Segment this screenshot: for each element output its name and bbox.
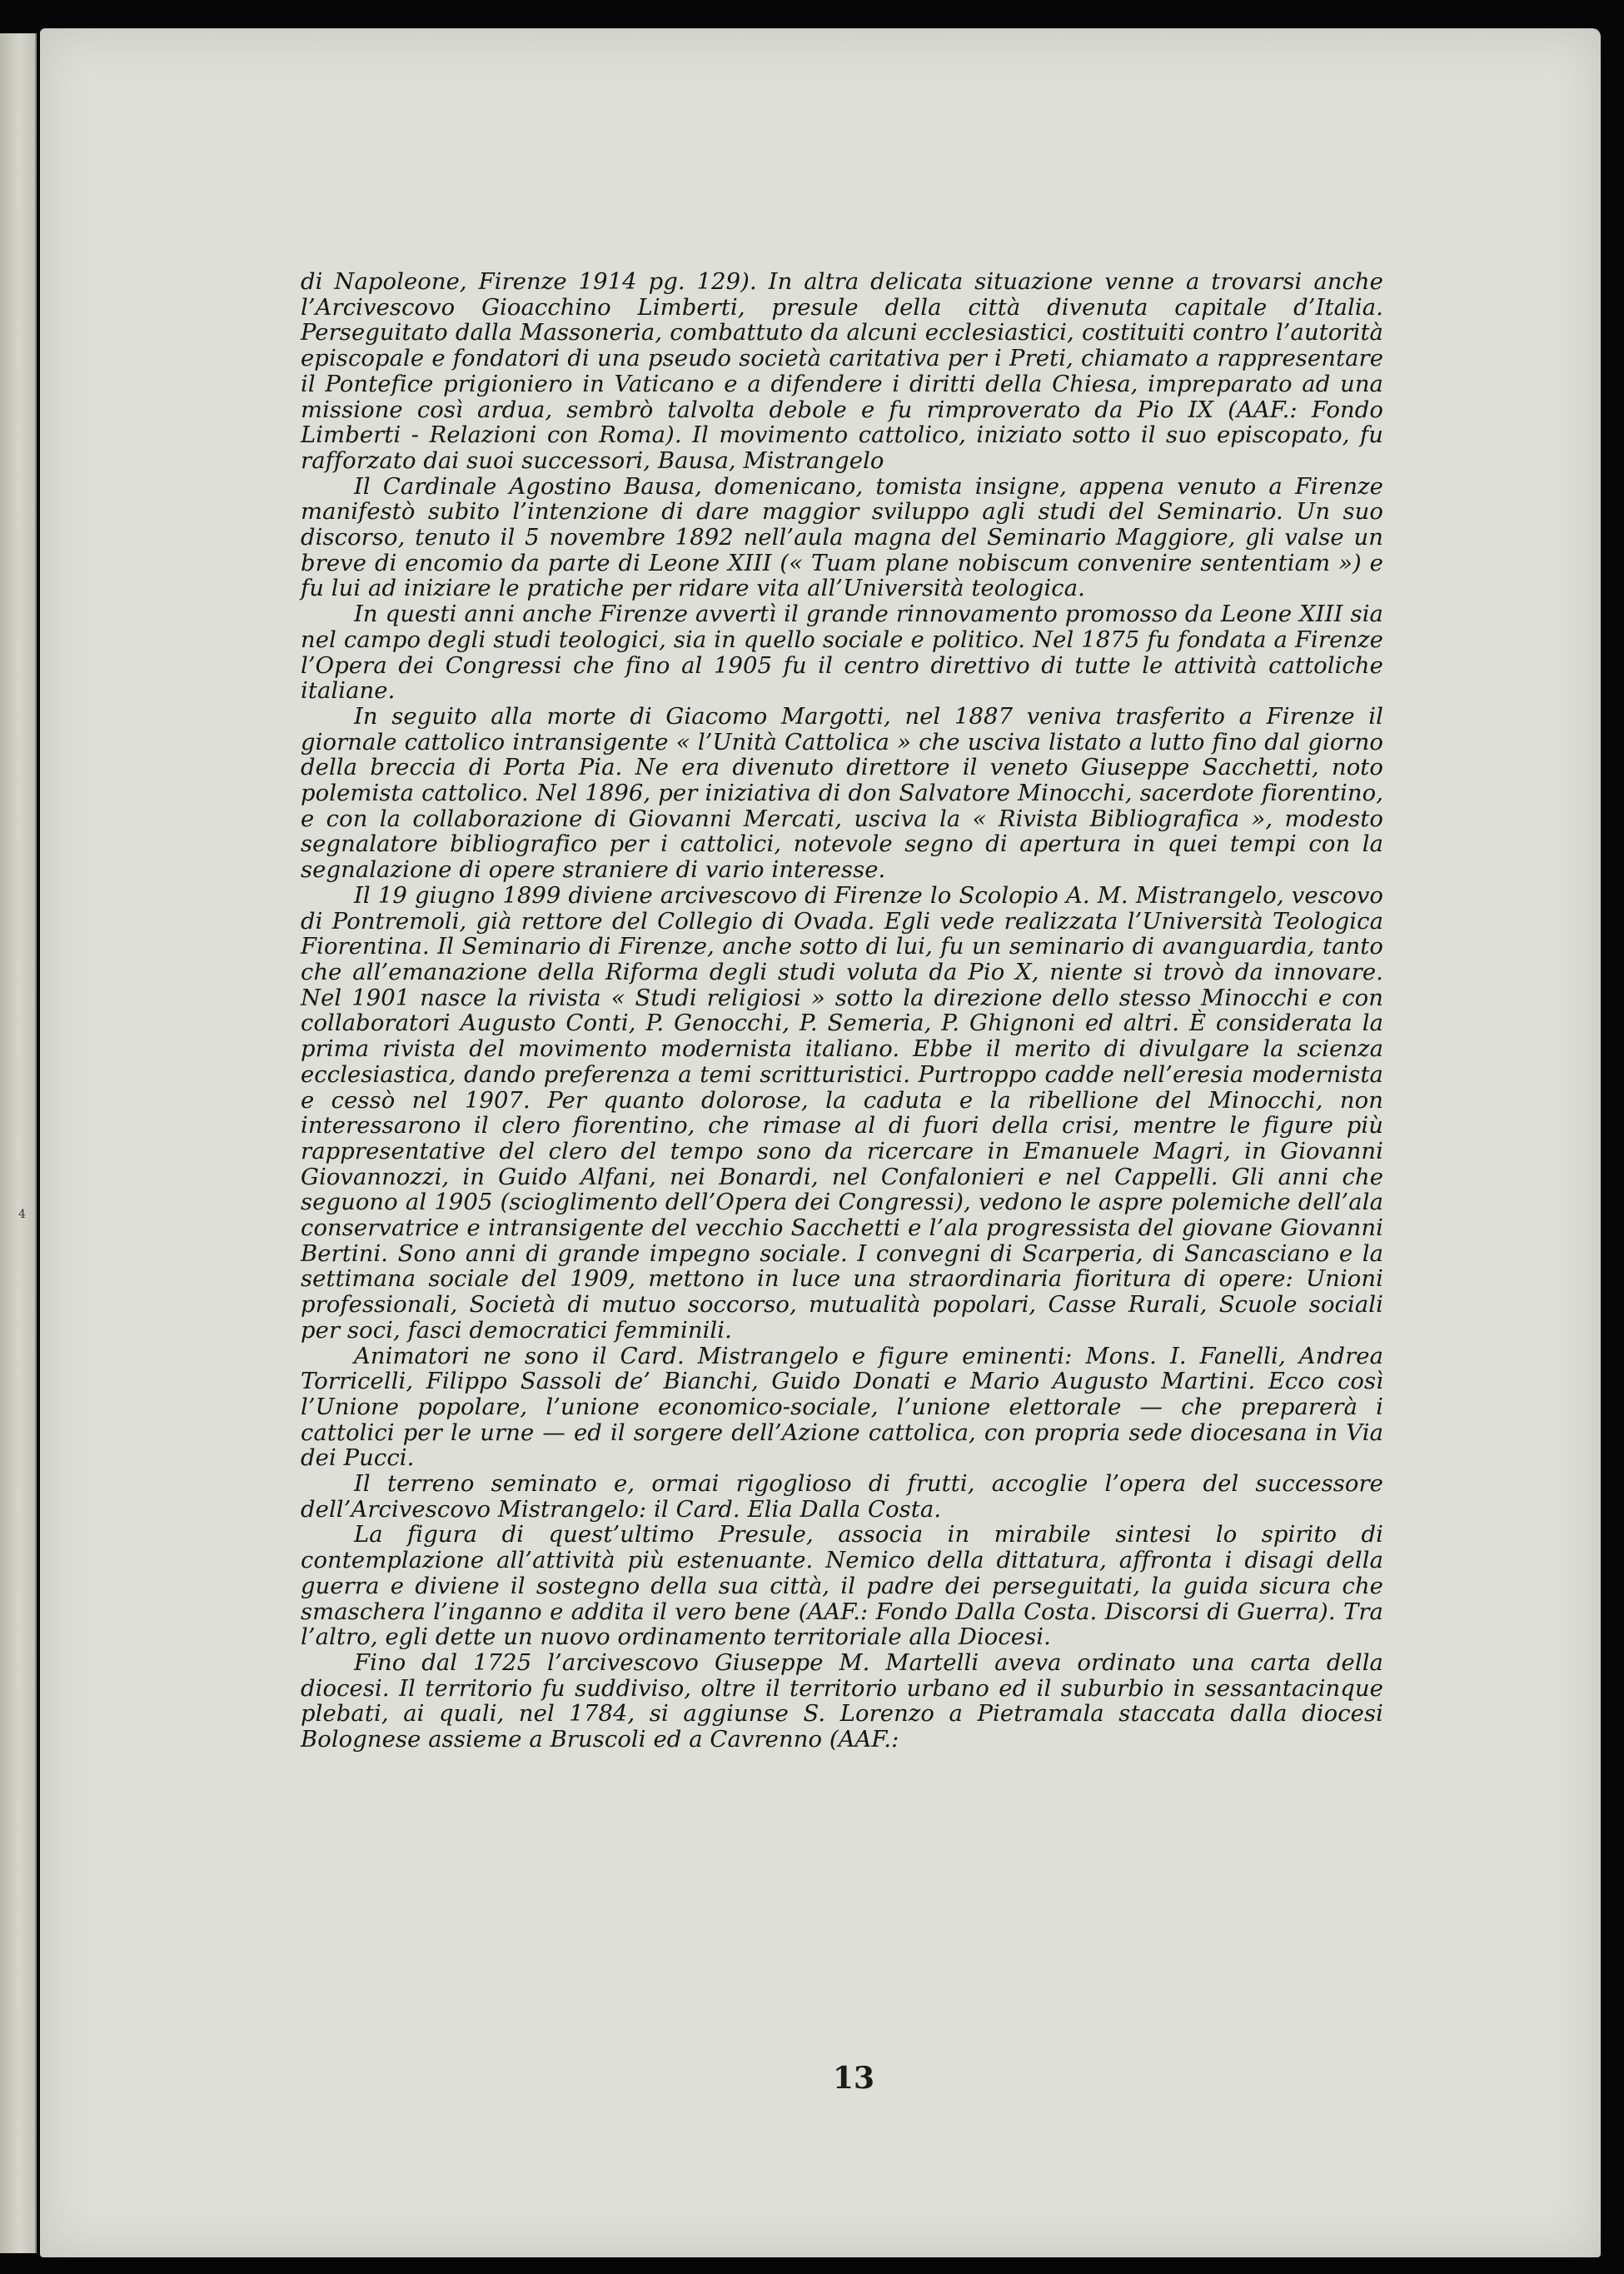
paragraph: Il terreno seminato e, ormai rigoglioso di frutti, accoglie l’opera del successore dell’Arcivescovo Mistrangelo: il Card. Elia Dalla Costa. [301,1471,1383,1523]
paragraph: In seguito alla morte di Giacomo Margotti, nel 1887 veniva trasferito a Firenze il giornale cattolico intransigente « l’Unità Cattolica » che usciva listato a lutto fino dal giorno della breccia di Porta Pia. Ne era divenuto direttore il veneto Giuseppe Sacchetti, noto polemista cattolico. Nel 1896, per iniziativa di don Salvatore Minocchi, sacerdote fiorentino, e con la collaborazione di Giovanni Mercati, usciva la « Rivista Bibliografica », modesto segnalatore bibliografico per i cattolici, notevole segno di apertura in quei tempi con la segnalazione di opere straniere di vario interesse. [301,703,1383,884]
paragraph: Animatori ne sono il Card. Mistrangelo e figure eminenti: Mons. I. Fanelli, Andrea Torricelli, Filippo Sassoli de’ Bianchi, Guido Donati e Mario Augusto Martini. Ecco così l’Unione popolare, l’unione economico-sociale, l’unione elettorale — che preparerà i cattolici per le urne — ed il sorgere dell’Azione cattolica, con propria sede diocesana in Via dei Pucci. [301,1343,1383,1472]
document-page [40,28,1601,2257]
paragraph: Fino dal 1725 l’arcivescovo Giuseppe M. Martelli aveva ordinato una carta della diocesi. Il territorio fu suddiviso, oltre il territorio urbano ed il suburbio in sessantacinque plebati, ai quali, nel 1784, si aggiunse S. Lorenzo a Pietramala staccata dalla diocesi Bolognese assieme a Bruscoli ed a Cavrenno (AAF.: [301,1649,1383,1753]
page-number: 13 [832,2061,875,2096]
paragraph: Il 19 giugno 1899 diviene arcivescovo di Firenze lo Scolopio A. M. Mistrangelo, vescovo di Pontremoli, già rettore del Collegio di Ovada. Egli vede realizzata l’Università Teologica Fiorentina. Il Seminario di Firenze, anche sotto di lui, fu un seminario di avanguardia, tanto che all’emanazione della Riforma degli studi voluta da Pio X, niente si trovò da innovare. Nel 1901 nasce la rivista « Studi religiosi » sotto la direzione dello stesso Minocchi e con collaboratori Augusto Conti, P. Genocchi, P. Semeria, P. Ghignoni ed altri. È considerata la prima rivista del movimento modernista italiano. Ebbe il merito di divulgare la scienza ecclesiastica, dando preferenza a temi scritturistici. Purtroppo cadde nell’eresia modernista e cessò nel 1907. Per quanto dolorose, la caduta e la ribellione del Minocchi, non interessarono il clero fiorentino, che rimase al di fuori della crisi, mentre le figure più rappresentative del clero del tempo sono da ricercare in Emanuele Magri, in Giovanni Giovannozzi, in Guido Alfani, nei Bonardi, nel Confalonieri e nel Cappelli. Gli anni che seguono al 1905 (scioglimento dell’Opera dei Congressi), vedono le aspre polemiche dell’ala conservatrice e intransigente del vecchio Sacchetti e l’ala progressista del giovane Giovanni Bertini. Sono anni di grande impegno sociale. I convegni di Scarperia, di Sancasciano e la settimana sociale del 1909, mettono in luce una straordinaria fioritura di opere: Unioni professionali, Società di mutuo soccorso, mutualità popolari, Casse Rurali, Scuole sociali per soci, fasci democratici femminili. [301,882,1383,1344]
paragraph: di Napoleone, Firenze 1914 pg. 129). In altra delicata situazione venne a trovarsi anche l’Arcivescovo Gioacchino Limberti, presule della città divenuta capitale d’Italia. Perseguitato dalla Massoneria, combattuto da alcuni ecclesiastici, costituiti contro l’autorità episcopale e fondatori di una pseudo società caritativa per i Preti, chiamato a rappresentare il Pontefice prigioniero in Vaticano e a difendere i diritti della Chiesa, impreparato ad una missione così ardua, sembrò talvolta debole e fu rimproverato da Pio IX (AAF.: Fondo Limberti - Relazioni con Roma). Il movimento cattolico, iniziato sotto il suo episcopato, fu rafforzato dai suoi successori, Bausa, Mistrangelo [301,269,1383,474]
edge-mark: 4 [18,1208,26,1221]
previous-page-edge [0,33,37,2253]
paragraph: In questi anni anche Firenze avvertì il grande rinnovamento promosso da Leone XIII sia nel campo degli studi teologici, sia in quello sociale e politico. Nel 1875 fu fondata a Firenze l’Opera dei Congressi che fino al 1905 fu il centro direttivo di tutte le attività cattoliche italiane. [301,601,1383,705]
paragraph: La figura di quest’ultimo Presule, associa in mirabile sintesi lo spirito di contemplazione all’attività più estenuante. Nemico della dittatura, affronta i disagi della guerra e diviene il sostegno della sua città, il padre dei perseguitati, la guida sicura che smaschera l’inganno e addita il vero bene (AAF.: Fondo Dalla Costa. Discorsi di Guerra). Tra l’altro, egli dette un nuovo ordinamento territoriale alla Diocesi. [301,1522,1383,1651]
body-text [301,270,1383,1753]
paragraph: Il Cardinale Agostino Bausa, domenicano, tomista insigne, appena venuto a Firenze manifestò subito l’intenzione di dare maggior sviluppo agli studi del Seminario. Un suo discorso, tenuto il 5 novembre 1892 nell’aula magna del Seminario Maggiore, gli valse un breve di encomio da parte di Leone XIII (« Tuam plane nobiscum convenire sententiam ») e fu lui ad iniziare le pratiche per ridare vita all’Università teologica. [301,473,1383,602]
